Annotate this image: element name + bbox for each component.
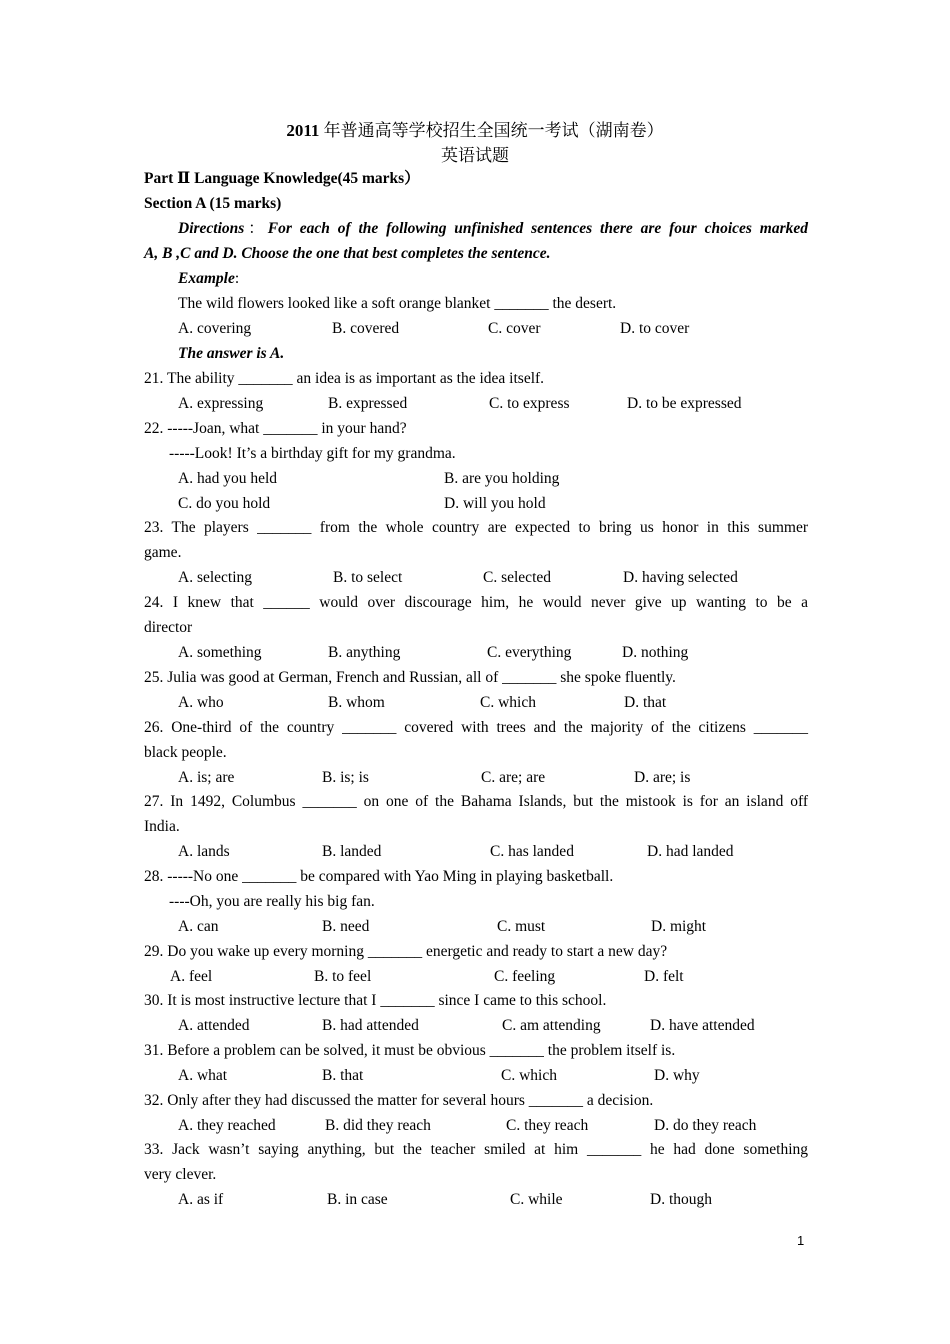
question-32-stem: 32. Only after they had discussed the matter for several hours _______ a decision. [144, 1092, 654, 1109]
q24-option-a: A. something [178, 644, 262, 661]
q25-option-a: A. who [178, 694, 224, 711]
q30-option-a: A. attended [178, 1017, 250, 1034]
q29-option-c: C. feeling [494, 968, 556, 985]
q27-option-b: B. landed [322, 843, 382, 860]
directions-label: Directions [178, 220, 245, 237]
question-33-stem-2: very clever. [144, 1166, 217, 1183]
question-27-stem-1: 27. In 1492, Columbus _______ on one of the Bahama Islands, but the mistook is for an island off [144, 793, 808, 810]
question-28-stem-2: ----Oh, you are really his big fan. [169, 893, 375, 910]
q22-option-d: D. will you hold [444, 495, 546, 512]
directions-text-1: For each of the following unfinished sentences there are four choices marked [267, 220, 808, 237]
q23-option-c: C. selected [483, 569, 552, 586]
exam-title-text: 年普通高等学校招生全国统一考试（湖南卷） [323, 121, 664, 140]
question-23-stem-2: game. [144, 544, 182, 561]
question-26-stem-1: 26. One-third of the country _______ covered with trees and the majority of the citizens _______ [144, 719, 808, 736]
q24-option-c: C. everything [487, 644, 572, 661]
q26-option-c: C. are; are [481, 769, 546, 786]
q28-option-a: A. can [178, 918, 219, 935]
question-26-stem-2: black people. [144, 744, 227, 761]
question-22-stem-2: -----Look! It’s a birthday gift for my grandma. [169, 445, 456, 462]
example-option-c: C. cover [488, 320, 541, 337]
q23-option-a: A. selecting [178, 569, 253, 586]
q26-option-d: D. are; is [634, 769, 691, 786]
q23-option-d: D. having selected [623, 569, 738, 586]
q21-option-d: D. to be expressed [627, 395, 742, 412]
q30-option-c: C. am attending [502, 1017, 601, 1034]
q32-option-c: C. they reach [506, 1117, 589, 1134]
q32-option-a: A. they reached [178, 1117, 276, 1134]
question-25-stem: 25. Julia was good at German, French and Russian, all of _______ she spoke fluently. [144, 669, 676, 686]
q33-option-b: B. in case [327, 1191, 388, 1208]
q21-option-a: A. expressing [178, 395, 264, 412]
exam-title [0, 116, 950, 141]
q26-option-a: A. is; are [178, 769, 235, 786]
q21-option-c: C. to express [489, 395, 570, 412]
q29-option-a: A. feel [170, 968, 213, 985]
directions-separator: ： [244, 220, 268, 237]
example-option-b: B. covered [332, 320, 400, 337]
question-24-stem-1: 24. I knew that ______ would over discourage him, he would never give up wanting to be a [144, 594, 808, 611]
directions-line-1 [178, 219, 808, 239]
q25-option-d: D. that [624, 694, 667, 711]
question-22-stem-1: 22. -----Joan, what _______ in your hand? [144, 420, 407, 437]
q21-option-b: B. expressed [328, 395, 408, 412]
example-option-d: D. to cover [620, 320, 690, 337]
question-30-stem: 30. It is most instructive lecture that I _______ since I came to this school. [144, 992, 607, 1009]
q22-option-a: A. had you held [178, 470, 278, 487]
example-sentence: The wild flowers looked like a soft orange blanket _______ the desert. [178, 295, 617, 312]
page-number: 1 [797, 1233, 805, 1248]
q33-option-a: A. as if [178, 1191, 224, 1208]
q27-option-d: D. had landed [647, 843, 734, 860]
part-heading: Part Ⅱ Language Knowledge(45 marks） [144, 170, 420, 187]
example-label: Example [178, 270, 235, 287]
q30-option-b: B. had attended [322, 1017, 419, 1034]
q24-option-b: B. anything [328, 644, 401, 661]
q33-option-c: C. while [510, 1191, 563, 1208]
question-21-stem: 21. The ability _______ an idea is as important as the idea itself. [144, 370, 545, 387]
exam-year: 2011 [286, 121, 320, 140]
question-31-stem: 31. Before a problem can be solved, it must be obvious _______ the problem itself is. [144, 1042, 676, 1059]
q27-option-a: A. lands [178, 843, 230, 860]
q24-option-d: D. nothing [622, 644, 689, 661]
question-29-stem: 29. Do you wake up every morning _______ energetic and ready to start a new day? [144, 943, 668, 960]
q25-option-c: C. which [480, 694, 536, 711]
q28-option-c: C. must [497, 918, 546, 935]
directions-line-2: A, B ,C and D. Choose the one that best completes the sentence. [144, 245, 551, 262]
question-28-stem-1: 28. -----No one _______ be compared with Yao Ming in playing basketball. [144, 868, 614, 885]
q22-option-c: C. do you hold [178, 495, 271, 512]
q29-option-d: D. felt [644, 968, 684, 985]
question-24-stem-2: director [144, 619, 193, 636]
q31-option-c: C. which [501, 1067, 557, 1084]
q30-option-d: D. have attended [650, 1017, 755, 1034]
q32-option-d: D. do they reach [654, 1117, 757, 1134]
q26-option-b: B. is; is [322, 769, 369, 786]
q31-option-a: A. what [178, 1067, 228, 1084]
q27-option-c: C. has landed [490, 843, 574, 860]
example-label-line [178, 269, 842, 289]
q28-option-d: D. might [651, 918, 707, 935]
q28-option-b: B. need [322, 918, 370, 935]
q22-option-b: B. are you holding [444, 470, 560, 487]
question-27-stem-2: India. [144, 818, 180, 835]
exam-subtitle: 英语试题 [441, 146, 509, 165]
q31-option-b: B. that [322, 1067, 364, 1084]
example-answer: The answer is A. [178, 345, 285, 362]
q31-option-d: D. why [654, 1067, 700, 1084]
section-heading: Section A (15 marks) [144, 195, 282, 212]
q29-option-b: B. to feel [314, 968, 372, 985]
q33-option-d: D. though [650, 1191, 712, 1208]
q25-option-b: B. whom [328, 694, 385, 711]
example-colon: : [234, 270, 240, 287]
q23-option-b: B. to select [333, 569, 403, 586]
question-23-stem-1: 23. The players _______ from the whole country are expected to bring us honor in this summer [144, 519, 808, 536]
example-option-a: A. covering [178, 320, 252, 337]
question-33-stem-1: 33. Jack wasn’t saying anything, but the teacher smiled at him _______ he had done something [144, 1141, 808, 1158]
q32-option-b: B. did they reach [325, 1117, 431, 1134]
